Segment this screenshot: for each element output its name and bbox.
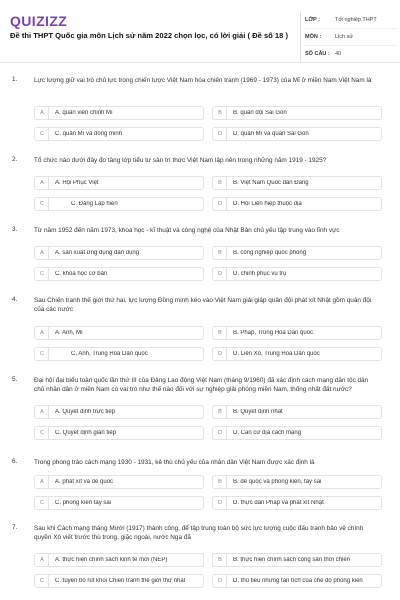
- option-text: B. Pháp, Trung Hoa Dân quốc: [233, 330, 314, 336]
- option-d[interactable]: [212, 496, 382, 510]
- question-number: 4.: [12, 296, 18, 303]
- meta-label: MÔN :: [305, 34, 322, 40]
- option-c[interactable]: [34, 574, 204, 588]
- option-letter: C: [36, 427, 49, 439]
- option-c[interactable]: [34, 347, 204, 361]
- header-divider: [0, 62, 400, 63]
- question-text: Sau khi Cách mạng tháng Mười (1917) thành công, để tập trung toàn bộ sức lực lượng cuộc đấu tranh bảo vệ chính quyền Xô viết trước thù trong, giặc ngoài, nước Nga đã: [34, 525, 364, 541]
- option-letter: B: [214, 406, 227, 418]
- option-text: D. Liên Xô, Trung Hoa Dân quốc: [233, 351, 320, 357]
- question-7: [0, 524, 400, 600]
- option-b[interactable]: [212, 405, 382, 419]
- question-1: [0, 76, 400, 148]
- option-letter: A: [36, 554, 49, 566]
- option-b[interactable]: [212, 106, 382, 120]
- question-4: [0, 296, 400, 366]
- question-number: 3.: [12, 226, 18, 233]
- option-d[interactable]: [212, 347, 382, 361]
- option-a[interactable]: [34, 553, 204, 567]
- option-a[interactable]: [34, 246, 204, 260]
- option-text: A. phát xít và đế quốc: [55, 479, 114, 485]
- meta-row-class: [305, 12, 397, 29]
- option-letter: D: [214, 497, 227, 509]
- question-text: Tổ chức nào dưới đây đo tầng lớp tiểu tư sản trí thức Việt Nam lập nên trong những năm 1919 - 1925?: [34, 157, 327, 164]
- option-a[interactable]: [34, 176, 204, 190]
- option-letter: B: [214, 247, 227, 259]
- question-number: 7.: [12, 524, 18, 531]
- option-letter: D: [214, 427, 227, 439]
- question-number: 6.: [12, 458, 18, 465]
- option-c[interactable]: [34, 496, 204, 510]
- page-title: Đề thi THPT Quốc gia môn Lịch sử năm 2022 chọn lọc, có lời giải ( Đề số 18 ): [10, 31, 288, 40]
- option-letter: B: [214, 177, 227, 189]
- option-letter: A: [36, 406, 49, 418]
- option-d[interactable]: [212, 426, 382, 440]
- option-c[interactable]: [34, 127, 204, 141]
- option-text: B. quân đội Sài Gòn: [233, 110, 287, 116]
- option-text: A. Anh, Mĩ: [55, 330, 83, 336]
- option-text: B. Quyết định nhất: [233, 409, 283, 415]
- option-letter: A: [36, 107, 49, 119]
- option-text: D. Hội Liên hiệp thuộc địa: [233, 201, 302, 207]
- option-d[interactable]: [212, 127, 382, 141]
- option-b[interactable]: [212, 246, 382, 260]
- option-text: A. quân viễn chinh Mĩ: [55, 110, 113, 116]
- option-d[interactable]: [212, 267, 382, 281]
- meta-row-subject: [305, 29, 397, 46]
- option-text: A. Quyết định trực tiếp: [55, 409, 116, 415]
- option-a[interactable]: [34, 405, 204, 419]
- question-text: Lực lượng giữ vai trò chủ lực trong chiến lược Việt Nam hóa chiến tranh (1969 - 1973) của Mĩ ở miền Nam Việt Nam là: [34, 77, 372, 84]
- option-c[interactable]: [34, 426, 204, 440]
- meta-value: Lịch sử: [335, 34, 354, 40]
- option-b[interactable]: [212, 176, 382, 190]
- meta-table: [300, 12, 397, 63]
- option-b[interactable]: [212, 553, 382, 567]
- option-c[interactable]: [34, 197, 204, 211]
- option-text: D. thủ tiêu những tàn tích của chế độ phong kiến: [233, 578, 363, 584]
- option-text: D. thực dân Pháp và phát xít Nhật: [233, 500, 324, 506]
- meta-label: SỐ CÂU :: [305, 51, 330, 57]
- meta-row-count: [305, 46, 397, 63]
- option-text: D. Căn cứ địa cách mạng: [233, 430, 302, 436]
- question-text: Đại hội đại biểu toàn quốc lần thứ III của Đảng Lao động Việt Nam (tháng 9/1960) đã xác định cách mạng dân tộc dân chủ nhân dân ở miền Nam có vai trò như thế nào đối với sự nghiệp giải phóng miền Nam, thống nhất đất nước?: [34, 377, 369, 393]
- option-text: A. sản xuất ứng dụng dân dụng: [55, 250, 140, 256]
- option-letter: A: [36, 177, 49, 189]
- option-text: C. Anh, Trung Hoa Dân quốc: [71, 351, 148, 357]
- option-letter: D: [214, 268, 227, 280]
- option-letter: C: [36, 497, 49, 509]
- option-letter: C: [36, 128, 49, 140]
- option-letter: D: [214, 348, 227, 360]
- question-3: [0, 226, 400, 286]
- option-text: A. Hội Phục Việt: [55, 180, 99, 186]
- option-letter: B: [214, 107, 227, 119]
- option-text: B. Việt Nam Quốc dân Đảng: [233, 180, 309, 186]
- option-a[interactable]: [34, 326, 204, 340]
- quizizz-logo: QUIZIZZ: [10, 13, 68, 29]
- option-b[interactable]: [212, 475, 382, 489]
- meta-label: LỚP :: [305, 17, 320, 23]
- question-number: 5.: [12, 376, 18, 383]
- option-letter: D: [214, 128, 227, 140]
- question-text: Từ năm 1952 đến năm 1973, khoa học - kĩ thuật và công nghệ của Nhật Bản chủ yếu tập trung vào lĩnh vực: [34, 227, 340, 234]
- meta-value: 40: [335, 51, 342, 57]
- option-d[interactable]: [212, 574, 382, 588]
- option-text: D. chinh phục vũ trụ: [233, 271, 287, 277]
- question-number: 2.: [12, 156, 18, 163]
- option-text: C. tuyên bố rút khỏi Chiến tranh thế giới thứ nhất: [55, 578, 186, 584]
- option-letter: D: [214, 575, 227, 587]
- question-text: Trong phong trào cách mạng 1930 - 1931, kẻ thù chủ yếu của nhân dân Việt Nam được xác định là: [34, 459, 315, 466]
- option-d[interactable]: [212, 197, 382, 211]
- option-letter: D: [214, 198, 227, 210]
- option-text: C. Đảng Lập hiến: [71, 201, 118, 207]
- question-6: [0, 458, 400, 518]
- meta-value: Tốt nghiệp THPT: [335, 17, 377, 23]
- option-text: B. đế quốc và phong kiến, tay sai: [233, 479, 322, 485]
- option-c[interactable]: [34, 267, 204, 281]
- option-text: C. khoa học cơ bản: [55, 271, 108, 277]
- option-text: C. quân Mĩ và đồng minh: [55, 131, 123, 137]
- option-a[interactable]: [34, 106, 204, 120]
- option-letter: C: [36, 348, 49, 360]
- option-text: B. công nghiệp quốc phòng: [233, 250, 307, 256]
- option-text: D. quân Mĩ và quân Sài Gòn: [233, 131, 309, 137]
- option-a[interactable]: [34, 475, 204, 489]
- option-letter: B: [214, 554, 227, 566]
- option-letter: C: [36, 575, 49, 587]
- option-text: A. thực hiện chính sách kinh tế mới (NEP): [55, 557, 168, 563]
- question-5: [0, 376, 400, 451]
- option-letter: A: [36, 247, 49, 259]
- option-letter: A: [36, 476, 49, 488]
- option-letter: A: [36, 327, 49, 339]
- worksheet-header: [0, 0, 400, 60]
- question-2: [0, 156, 400, 216]
- question-text: Sau Chiến tranh thế giới thứ hai, lực lượng Đồng minh kéo vào Việt Nam giải giáp quân đội phát xít Nhật gồm quân đội của các nước: [34, 297, 372, 313]
- option-letter: C: [36, 198, 49, 210]
- option-letter: B: [214, 476, 227, 488]
- option-text: C. Quyết định gián tiếp: [55, 430, 117, 436]
- option-letter: B: [214, 327, 227, 339]
- option-b[interactable]: [212, 326, 382, 340]
- option-text: C. phong kiến tay sai: [55, 500, 112, 506]
- option-letter: C: [36, 268, 49, 280]
- question-number: 1.: [12, 76, 18, 83]
- option-text: B. thực hiện chính sách cộng sản thời chiến: [233, 557, 351, 563]
